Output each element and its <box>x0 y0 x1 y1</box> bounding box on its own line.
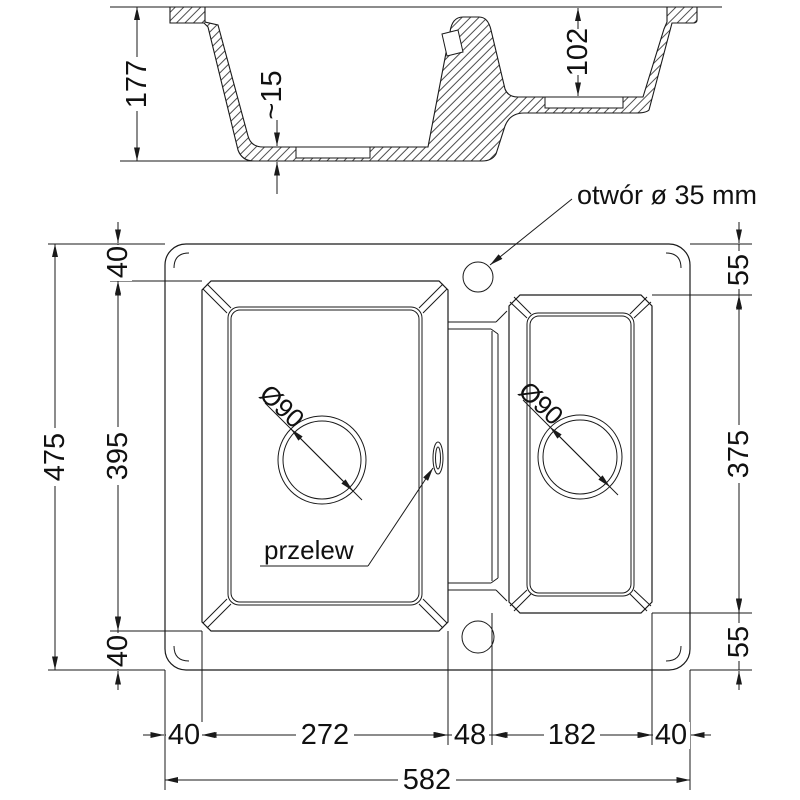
divider-step-edges <box>448 311 507 601</box>
section-wall-hatched <box>170 7 697 161</box>
main-drain-label: Ø90 <box>253 378 311 434</box>
sink-corner-inner-arc-br <box>666 646 681 661</box>
section-small-drain-recess <box>545 97 623 108</box>
sink-corner-inner-arc-tr <box>666 253 681 268</box>
dimensions-left <box>39 222 134 690</box>
dim-text-bottom-thickness: ~15 <box>256 70 288 120</box>
dim-text-small-bowl-width: 182 <box>547 719 597 751</box>
dim-text-left-margin: 40 <box>167 719 201 751</box>
sink-corner-inner-arc-bl <box>174 646 189 661</box>
tap-hole-top <box>463 262 493 292</box>
overflow-label: przelew <box>264 535 354 565</box>
plan-view <box>165 180 757 670</box>
overflow-slot-inner <box>436 447 441 469</box>
dimensions-bottom <box>143 719 711 796</box>
dim-text-small-bowl-height: 375 <box>723 429 755 479</box>
small-bowl-corner-chamfers <box>510 297 651 611</box>
tap-hole-bottom <box>462 621 494 653</box>
small-drain-label: Ø90 <box>512 375 570 431</box>
dim-text-main-bowl-width: 272 <box>300 719 350 751</box>
section-main-drain-recess <box>296 147 370 158</box>
dim-text-divider-width: 48 <box>453 719 487 751</box>
section-view <box>110 7 722 194</box>
dim-text-bottom-margin-left: 40 <box>102 634 134 668</box>
sink-corner-inner-arc-tl <box>174 253 189 268</box>
dim-text-right-margin: 40 <box>654 719 688 751</box>
dim-text-small-bowl-depth: 102 <box>562 27 594 77</box>
dim-text-overall-depth: 177 <box>121 59 153 109</box>
small-bowl-floor-inner <box>530 316 631 593</box>
overflow-leader <box>368 468 433 566</box>
dim-text-overall-height: 475 <box>39 432 71 482</box>
tap-hole-leader <box>490 199 572 265</box>
dim-text-bowl-height: 395 <box>102 431 134 481</box>
dim-text-bottom-margin-right: 55 <box>723 625 755 659</box>
main-bowl-rim <box>202 281 448 631</box>
tap-hole-label: otwór ø 35 mm <box>577 180 758 210</box>
dim-text-top-margin-right: 55 <box>723 253 755 287</box>
dimensions-right <box>723 222 755 690</box>
main-bowl-corner-chamfers <box>203 284 447 628</box>
dim-text-top-margin-left: 40 <box>102 245 134 279</box>
dim-text-overall-width: 582 <box>402 764 452 796</box>
